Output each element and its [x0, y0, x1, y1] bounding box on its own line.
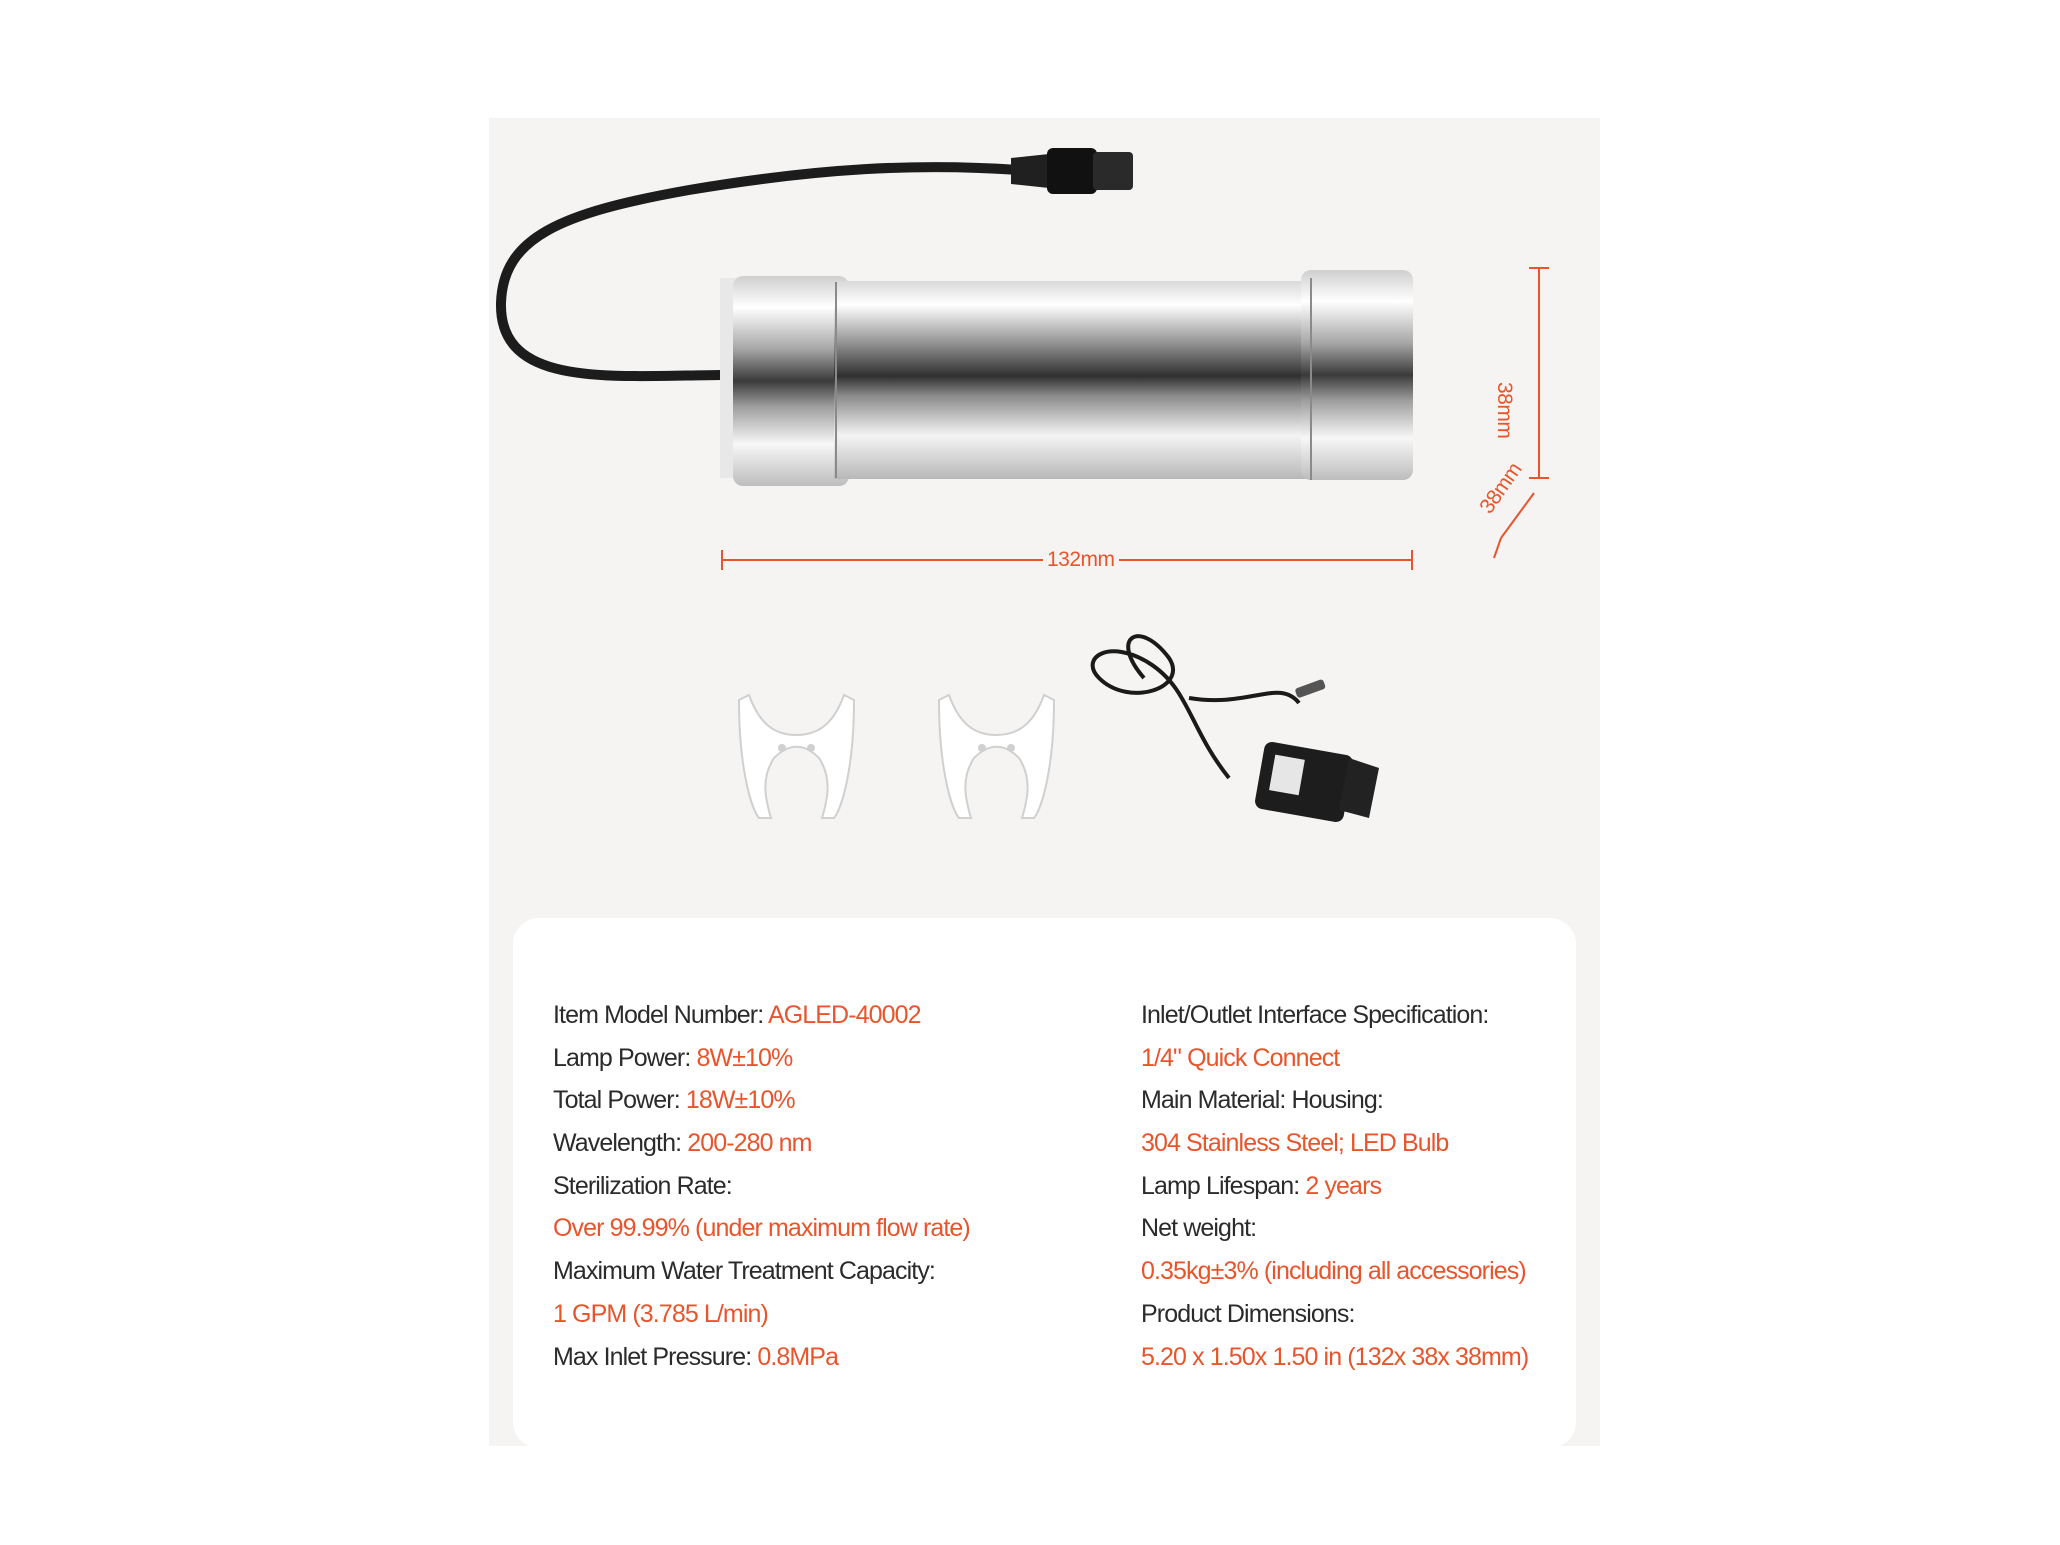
- spec-line: [1141, 1207, 1561, 1250]
- spec-label: Inlet/Outlet Interface Specification:: [1141, 1001, 1489, 1029]
- u-clip-icon: [939, 695, 1054, 818]
- uv-lamp-body: [720, 270, 1413, 486]
- spec-column-right: [1141, 994, 1561, 1378]
- spec-value: 304 Stainless Steel; LED Bulb: [1141, 1129, 1449, 1158]
- spec-label: Main Material: Housing:: [1141, 1086, 1383, 1115]
- spec-value: 5.20 x 1.50x 1.50 in (132x 38x 38mm): [1141, 1342, 1529, 1371]
- product-illustration: [489, 118, 1600, 918]
- spec-label: Net weight:: [1141, 1214, 1257, 1243]
- spec-line: [1141, 1079, 1561, 1122]
- spec-value: 0.8MPa: [757, 1342, 839, 1371]
- spec-line: [553, 994, 1093, 1037]
- spec-value: 1 GPM (3.785 L/min): [553, 1299, 768, 1328]
- height-dimension-label: 38mm: [1493, 382, 1516, 439]
- u-clip-icon: [739, 695, 854, 818]
- spec-label: Max Inlet Pressure:: [553, 1342, 758, 1371]
- spec-value: Over 99.99% (under maximum flow rate): [553, 1214, 970, 1243]
- spec-value: AGLED-40002: [767, 1001, 921, 1029]
- spec-line: [553, 1250, 1093, 1293]
- spec-label: Total Power:: [553, 1086, 686, 1115]
- spec-label: Maximum Water Treatment Capacity:: [553, 1257, 935, 1286]
- spec-line: [1141, 1122, 1561, 1165]
- spec-value: 2 years: [1305, 1171, 1382, 1200]
- spec-line: [553, 1336, 1093, 1379]
- spec-line: [1141, 994, 1561, 1037]
- spec-line: [553, 1207, 1093, 1250]
- spec-line: [1141, 1165, 1561, 1208]
- spec-value: 1/4" Quick Connect: [1141, 1043, 1340, 1072]
- spec-value: 200-280 nm: [687, 1129, 812, 1158]
- spec-value: 8W±10%: [696, 1043, 793, 1072]
- spec-line: [553, 1037, 1093, 1080]
- spec-label: Lamp Lifespan:: [1141, 1171, 1306, 1200]
- spec-value: 18W±10%: [685, 1086, 795, 1115]
- spec-label: Wavelength:: [553, 1129, 688, 1158]
- depth-dimension-label: 38mm: [1475, 458, 1527, 518]
- spec-line: [553, 1079, 1093, 1122]
- product-panel: [489, 118, 1600, 1446]
- spec-label: Item Model Number:: [553, 1001, 768, 1029]
- dc-connector-icon: [1011, 148, 1133, 194]
- spec-line: [1141, 1250, 1561, 1293]
- spec-label: Sterilization Rate:: [553, 1171, 732, 1200]
- spec-line: [1141, 1293, 1561, 1336]
- spec-line: [1141, 1336, 1561, 1379]
- spec-line: [553, 1165, 1093, 1208]
- power-adapter-icon: [1093, 636, 1379, 823]
- spec-column-left: [553, 994, 1093, 1378]
- spec-label: Lamp Power:: [553, 1043, 697, 1072]
- spec-line: [553, 1122, 1093, 1165]
- spec-line: [1141, 1037, 1561, 1080]
- spec-label: Product Dimensions:: [1141, 1299, 1355, 1328]
- spec-card: [513, 918, 1576, 1448]
- spec-value: 0.35kg±3% (including all accessories): [1141, 1257, 1526, 1286]
- length-dimension-label: 132mm: [1043, 548, 1119, 572]
- spec-line: [553, 1293, 1093, 1336]
